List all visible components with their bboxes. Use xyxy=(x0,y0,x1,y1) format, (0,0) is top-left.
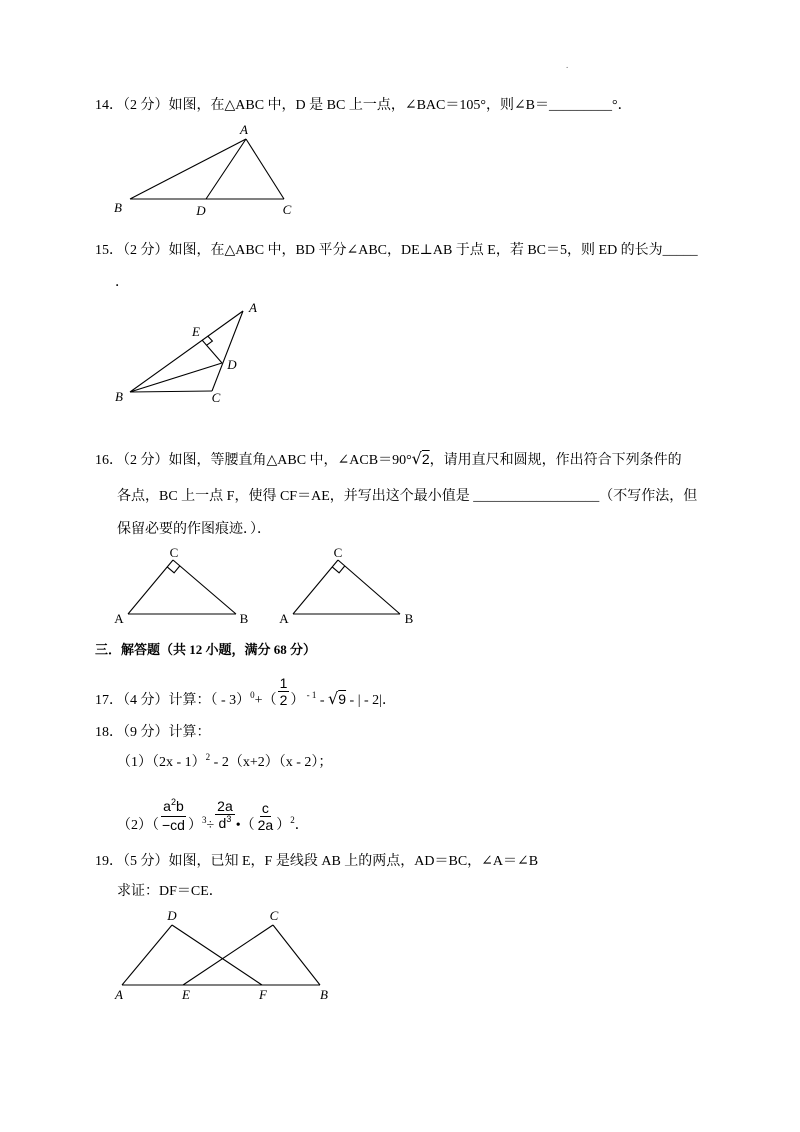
q18-part-2 xyxy=(117,798,309,834)
q18-part-2-dot-open: •（ xyxy=(235,818,255,833)
q17-fraction-numerator: 1 xyxy=(279,675,288,691)
q19-label-c: C xyxy=(269,908,279,923)
q15-right-angle-mark xyxy=(207,336,213,345)
q16-fig1-segment-cb xyxy=(173,560,236,614)
q18-part-2-fraction-2-denominator xyxy=(217,815,234,833)
q19-segment-df xyxy=(172,925,262,985)
q18-part-1-prefix: （1）（2x - 1） xyxy=(117,755,206,770)
top-mark: . xyxy=(566,60,569,70)
q15-segment-ac xyxy=(212,311,243,391)
q17-fraction xyxy=(278,675,290,708)
q18-frac2-den-base: d xyxy=(218,815,227,831)
q18-frac2-den-exponent: 3 xyxy=(226,814,232,824)
q18-part-2-fraction-1-numerator xyxy=(161,798,186,817)
q17-fraction-denominator: 2 xyxy=(279,692,288,708)
q17-prefix: 17．（4 分）计算：（ - 3） xyxy=(95,693,251,708)
q14-segment-ad xyxy=(206,139,246,199)
q15-label-b: B xyxy=(115,389,123,404)
q14-segment-ac xyxy=(246,139,284,199)
q16-line-3: 保留必要的作图痕迹．）． xyxy=(117,522,271,537)
q19-label-e: E xyxy=(182,987,190,1002)
q18-part-1-exponent: 2 xyxy=(205,752,211,762)
q19-label-f: F xyxy=(259,987,267,1002)
q15-line-1: 15．（2 分）如图，在△ABC 中，BD 平分∠ABC，DE⊥AB 于点 E，若 BC＝5，则 ED 的长为_____ xyxy=(95,243,698,258)
q18-part-2-close-3: ） xyxy=(276,818,291,833)
q18-part-2-fraction-3-numerator: c xyxy=(261,800,269,816)
q17-exponent-neg-1: - 1 xyxy=(304,690,317,700)
q16-fig1-right-angle-mark xyxy=(167,566,180,573)
q18-part-1-tail: - 2（x+2）（x - 2）； xyxy=(210,755,333,770)
q16-figure-2 xyxy=(279,545,413,626)
q16-fig2-segment-cb xyxy=(338,560,400,614)
q18-part-1 xyxy=(117,752,333,771)
q16-fig1-label-c: C xyxy=(169,545,179,560)
q18-part-2-fraction-2-numerator: 2a xyxy=(217,798,233,814)
q18-part-2-fraction-3 xyxy=(256,800,276,833)
q15-label-c: C xyxy=(211,390,221,405)
q18-frac1-num-exponent: 2 xyxy=(170,797,176,807)
q18-part-2-prefix: （2）（ xyxy=(117,818,159,833)
q14-label-b: B xyxy=(114,200,122,215)
q16-fig1-segment-ca xyxy=(128,560,173,614)
q18-part-2-fraction-1 xyxy=(160,798,187,833)
q17-radical-sign: √ xyxy=(328,689,339,708)
q17-exponent-0: 0 xyxy=(250,690,255,700)
q15-line-2: ． xyxy=(115,275,129,290)
q17-radicand: 9 xyxy=(338,691,347,707)
q14-label-c: C xyxy=(282,202,292,217)
q18-part-2-exponent-1: 3 xyxy=(201,815,207,825)
q16-fig1-label-b: B xyxy=(239,611,249,626)
q19-line-1: 19．（5 分）如图，已知 E，F 是线段 AB 上的两点，AD＝BC，∠A＝∠B xyxy=(95,854,539,869)
q15-label-a: A xyxy=(249,300,257,315)
q16-fig2-label-c: C xyxy=(333,545,343,560)
q18-part-2-fraction-1-denominator: −cd xyxy=(162,817,185,833)
q15-label-d: D xyxy=(227,357,237,372)
q19-label-b: B xyxy=(320,987,328,1002)
q18-part-2-fraction-2 xyxy=(215,798,235,833)
q16-fig2-right-angle-mark xyxy=(332,566,345,573)
q16-fig2-label-a: A xyxy=(279,611,289,626)
q16-line-1-before: 16．（2 分）如图，等腰直角△ABC 中，∠ACB＝90° xyxy=(95,453,412,468)
q15-segment-bc xyxy=(130,391,212,392)
q18-part-2-exponent-3: 2 xyxy=(290,815,295,825)
q15-segment-bd xyxy=(130,363,222,392)
q16-line-2: 各点，BC 上一点 F，使得 CF＝AE，并写出这个最小值是 __________________（不写作法，但 xyxy=(117,489,698,504)
q19-label-d: D xyxy=(167,908,177,923)
q18-part-2-divide: ÷ xyxy=(206,818,215,833)
q14-label-a: A xyxy=(240,122,248,137)
q18-part-2-end: ． xyxy=(294,818,309,833)
q19-label-a: A xyxy=(115,987,123,1002)
q18-part-2-fraction-3-denominator: 2a xyxy=(257,817,274,833)
q16-radicand: 2 xyxy=(421,451,430,467)
q16-line-1 xyxy=(95,451,682,469)
q15-label-e: E xyxy=(192,324,200,339)
q16-fig2-segment-ca xyxy=(293,560,338,614)
q18-title: 18．（9 分）计算： xyxy=(95,725,211,740)
q15-segment-ed xyxy=(202,340,222,363)
q19-segment-cb xyxy=(273,925,320,985)
q18-frac1-num-b: b xyxy=(175,798,184,814)
q18-frac1-num-a: a xyxy=(163,798,171,814)
q19-segment-ec xyxy=(183,925,273,985)
q16-fig2-label-b: B xyxy=(404,611,414,626)
q16-figure-1 xyxy=(114,545,248,626)
q16-fig1-label-a: A xyxy=(114,611,124,626)
q17-close: ） xyxy=(290,693,305,708)
q15-segment-ba xyxy=(130,311,243,392)
q19-segment-ad xyxy=(122,925,172,985)
q14-text: 14．（2 分）如图，在△ABC 中，D 是 BC 上一点，∠BAC＝105°，则∠B＝_________°． xyxy=(95,98,632,113)
q18-part-2-close-1: ） xyxy=(187,818,202,833)
q14-label-d: D xyxy=(196,203,206,218)
q16-radical-sign: √ xyxy=(411,449,422,468)
q17-minus: - xyxy=(316,693,329,708)
q16-line-1-after: ，请用直尺和圆规，作出符合下列条件的 xyxy=(429,453,682,468)
q19-line-2: 求证：DF＝CE． xyxy=(117,884,223,899)
q17-plus-open: +（ xyxy=(254,693,277,708)
q17-tail: - | - 2|． xyxy=(346,693,396,708)
q14-segment-ab xyxy=(130,139,246,199)
q17-line xyxy=(95,675,396,709)
section-3-title: 三．解答题（共 12 小题，满分 68 分） xyxy=(95,642,317,657)
